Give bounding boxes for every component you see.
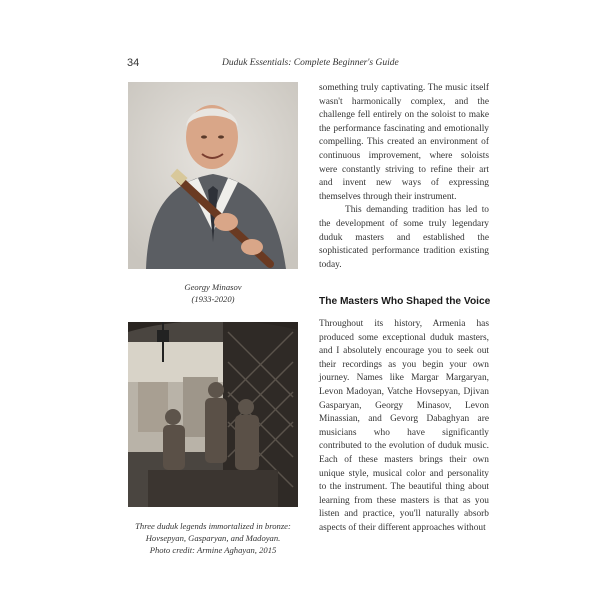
caption-line: Hovsepyan, Gasparyan, and Madoyan. — [145, 533, 281, 543]
continuation-paragraph: something truly captivating. The music itself wasn't harmonically complex, and the challenge fell entirely on the soloist to make the performance fascinating and emotionally compelling. This created an environment of continuous improvement, where soloists were constantly striving to refine their art and invent new ways of expressing themselves through their instrument. — [319, 83, 489, 202]
caption-line: Photo credit: Armine Aghayan, 2015 — [149, 545, 277, 555]
section-heading: The Masters Who Shaped the Voice — [319, 296, 491, 307]
body-column-top — [319, 82, 489, 272]
statues-illustration — [128, 322, 298, 507]
masters-paragraph: Throughout its history, Armenia has produced some exceptional duduk masters, and I absolutely encourage you to seek out their recordings as you begin your own journey. Names like Margar Margaryan, Levon Madoyan, Vatche Hovsepyan, Djivan Gasparyan, Georgy Minasov, Levon Minassian, and Gevorg Dabaghyan are musicians who have significantly contributed to the evolution of duduk music. Each of these masters brings their own unique style, musical color and personality to the instrument. The beautiful thing about learning from these masters is that as you listen and practice, you'll naturally absorb aspects of their different approaches without — [319, 319, 489, 533]
caption-line: Three duduk legends immortalized in bronze: — [135, 521, 291, 531]
running-header: Duduk Essentials: Complete Beginner's Guide — [222, 58, 399, 68]
bronze-statues-photo — [128, 322, 298, 507]
portrait-photo — [128, 82, 298, 269]
body-column-bottom — [319, 318, 489, 536]
caption-line: (1933-2020) — [191, 294, 235, 304]
portrait-caption — [128, 281, 298, 305]
page-number: 34 — [127, 57, 140, 69]
portrait-illustration — [128, 82, 298, 269]
tradition-paragraph: This demanding tradition has led to the development of some truly legendary duduk masters and established the sophisticated performance tradition existing today. — [319, 205, 489, 270]
statues-caption — [128, 520, 298, 556]
caption-line: Georgy Minasov — [184, 282, 242, 292]
